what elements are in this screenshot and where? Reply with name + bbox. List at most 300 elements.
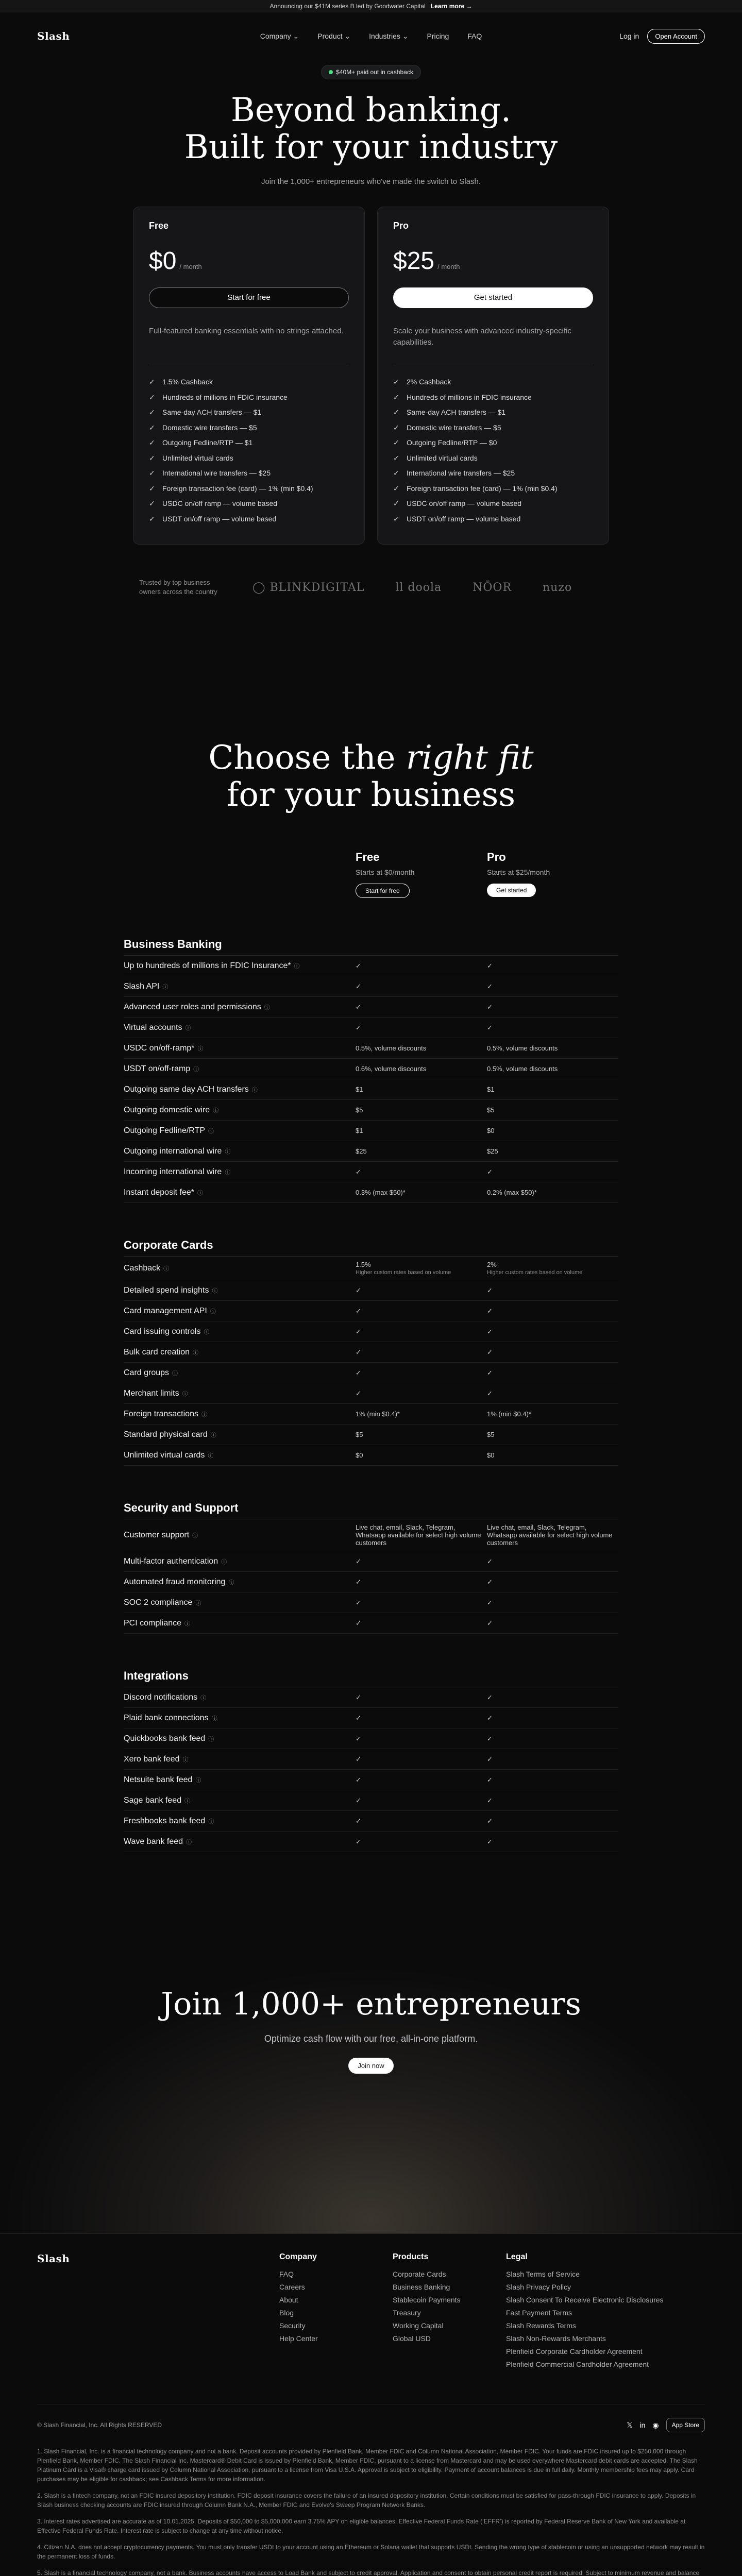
info-icon[interactable]: ⓘ <box>182 1756 189 1763</box>
check-icon: ✓ <box>149 393 155 401</box>
cell-value: ✓ <box>487 1775 493 1784</box>
cell-value: 1.5% <box>356 1261 371 1268</box>
plan-cta-button[interactable]: Start for free <box>149 287 349 308</box>
row-label-text: Discord notifications <box>124 1692 198 1702</box>
cell-value: ✓ <box>487 1796 493 1804</box>
row-label-text: Plaid bank connections <box>124 1713 209 1722</box>
free-value <box>356 1813 487 1829</box>
feature-text: USDC on/off ramp — volume based <box>162 499 278 507</box>
footer-col-products <box>393 2252 506 2371</box>
info-icon[interactable]: ⓘ <box>193 1349 199 1356</box>
row-label-text: Multi-factor authentication <box>124 1556 218 1566</box>
table-row <box>124 1551 618 1572</box>
cell-value: ✓ <box>356 1755 361 1763</box>
free-value <box>356 1164 487 1180</box>
cell-value: $1 <box>356 1086 363 1093</box>
row-label <box>124 1751 356 1768</box>
cell-value: $5 <box>356 1106 363 1114</box>
footer-link[interactable]: Security <box>279 2321 306 2330</box>
free-value <box>356 1303 487 1319</box>
feature-text: 2% Cashback <box>407 378 451 386</box>
free-value <box>356 1282 487 1299</box>
footer-link[interactable]: Blog <box>279 2309 294 2317</box>
free-value <box>356 1365 487 1381</box>
table-row <box>124 1059 618 1079</box>
pro-value <box>487 1772 618 1788</box>
trusted-by <box>0 574 742 600</box>
cell-value: 2% <box>487 1261 497 1268</box>
info-icon[interactable]: ⓘ <box>185 1025 191 1031</box>
cell-value: ✓ <box>487 1327 493 1335</box>
learn-more-link[interactable]: Learn more → <box>430 2 473 10</box>
info-icon[interactable]: ⓘ <box>208 1818 214 1825</box>
slash-logo[interactable]: Slash <box>37 30 70 42</box>
cell-value: ✓ <box>487 1003 493 1011</box>
info-icon[interactable]: ⓘ <box>182 1391 188 1397</box>
row-label <box>124 1101 356 1119</box>
info-icon[interactable]: ⓘ <box>193 1066 199 1073</box>
cell-value: ✓ <box>487 1368 493 1377</box>
app-store-badge[interactable]: App Store <box>666 2418 705 2432</box>
cell-value: $5 <box>487 1431 495 1438</box>
hero-title-line2: Built for your industry <box>184 128 558 166</box>
cell-value: ✓ <box>356 1003 361 1011</box>
row-label-text: Netsuite bank feed <box>124 1775 193 1784</box>
row-label <box>124 1771 356 1789</box>
pro-value <box>487 1406 618 1422</box>
info-icon[interactable]: ⓘ <box>197 1045 204 1052</box>
free-value <box>356 1772 487 1788</box>
x-icon[interactable]: 𝕏 <box>627 2420 633 2429</box>
info-icon[interactable]: ⓘ <box>264 1004 270 1011</box>
info-icon[interactable]: ⓘ <box>225 1169 231 1176</box>
free-value <box>356 999 487 1015</box>
free-value <box>356 1751 487 1768</box>
free-value <box>356 1324 487 1340</box>
table-row <box>124 976 618 997</box>
group-title: Business Banking <box>124 933 618 956</box>
free-value <box>356 1427 487 1443</box>
cell-value: ✓ <box>356 1307 361 1315</box>
info-icon[interactable]: ⓘ <box>210 1308 216 1315</box>
info-icon[interactable]: ⓘ <box>163 1265 170 1272</box>
cell-value: 0.5%, volume discounts <box>487 1044 558 1052</box>
free-value <box>356 1344 487 1361</box>
pro-value <box>487 1257 618 1280</box>
plan-feature <box>393 405 593 420</box>
info-icon[interactable]: ⓘ <box>186 1839 192 1845</box>
footer-link[interactable]: Global USD <box>393 2334 431 2343</box>
pro-value <box>487 999 618 1015</box>
plan-feature <box>393 466 593 481</box>
footer-col-heading: Products <box>393 2252 429 2261</box>
feature-text: USDC on/off ramp — volume based <box>407 499 522 507</box>
info-icon[interactable]: ⓘ <box>251 1087 258 1093</box>
pro-value <box>487 1324 618 1340</box>
row-label <box>124 1527 356 1544</box>
info-icon[interactable]: ⓘ <box>208 1452 214 1459</box>
plan-feature <box>393 496 593 512</box>
row-label-text: Freshbooks bank feed <box>124 1816 206 1825</box>
price-period: / month <box>437 263 460 270</box>
cell-value: ✓ <box>487 1578 493 1586</box>
feature-text: USDT on/off ramp — volume based <box>407 514 521 523</box>
cell-value: ✓ <box>356 1286 361 1294</box>
cell-value: 1% (min $0.4)* <box>356 1410 400 1418</box>
free-value <box>356 1792 487 1809</box>
info-icon[interactable]: ⓘ <box>201 1411 207 1418</box>
row-label-text: Foreign transactions <box>124 1409 198 1418</box>
plan-card-free <box>133 207 365 545</box>
table-row <box>124 1572 618 1592</box>
row-label-text: USDC on/off-ramp* <box>124 1043 195 1053</box>
row-label <box>124 1426 356 1444</box>
table-row <box>124 1280 618 1301</box>
pro-value <box>487 1184 618 1200</box>
table-row <box>124 1301 618 1321</box>
price-value: $25 <box>393 247 435 275</box>
row-label <box>124 1553 356 1570</box>
nav-product[interactable]: Product ⌄ <box>317 31 351 40</box>
info-icon[interactable]: ⓘ <box>184 1798 191 1804</box>
footer-link[interactable]: Treasury <box>393 2309 421 2317</box>
info-icon[interactable]: ⓘ <box>213 1107 219 1114</box>
compare-title-a: Choose the <box>208 739 406 777</box>
cell-value: ✓ <box>356 1693 361 1701</box>
pro-value <box>487 1020 618 1036</box>
footer-link[interactable]: Stablecoin Payments <box>393 2296 461 2304</box>
table-row <box>124 1728 618 1749</box>
check-icon: ✓ <box>393 469 399 477</box>
plan-feature <box>149 496 349 512</box>
footer-link[interactable]: Plenfield Commercial Cardholder Agreement <box>506 2360 649 2368</box>
free-value <box>356 978 487 995</box>
footer-link[interactable]: Careers <box>279 2283 305 2291</box>
footer-link[interactable]: Slash Rewards Terms <box>506 2321 576 2330</box>
free-value <box>356 1040 487 1056</box>
cell-value: $0 <box>487 1127 495 1134</box>
table-row <box>124 1162 618 1182</box>
feature-text: 1.5% Cashback <box>162 378 213 386</box>
check-icon: ✓ <box>393 408 399 416</box>
cell-value: ✓ <box>487 982 493 990</box>
disclaimer-paragraph: 3. Interest rates advertised are accurate as of 10.01.2025. Deposits of $50,000 to $5,000,000 earn 3.75% APY on eligible balances. Effective Federal Funds Rate (‘EFFR’) is reported by Federal Reserve Bank of New York and available at Effective Federal Funds Rate. Interest rate is subject to change at any time without notice. <box>37 2518 686 2534</box>
logo-nuzo: nuzo <box>543 581 572 594</box>
row-label <box>124 1709 356 1727</box>
table-row <box>124 1182 618 1203</box>
free-value <box>356 1061 487 1077</box>
cell-value: $1 <box>356 1127 363 1134</box>
check-icon: ✓ <box>393 514 399 523</box>
row-label-text: Virtual accounts <box>124 1023 182 1032</box>
free-value <box>356 1385 487 1402</box>
footer-link[interactable]: Slash Non-Rewards Merchants <box>506 2334 606 2343</box>
check-icon: ✓ <box>149 484 155 493</box>
pro-value <box>487 1834 618 1850</box>
check-icon: ✓ <box>393 438 399 447</box>
plan-name: Pro <box>393 221 409 231</box>
cell-value: ✓ <box>356 1023 361 1031</box>
cell-value: ✓ <box>487 1817 493 1825</box>
info-icon[interactable]: ⓘ <box>197 1190 203 1196</box>
pro-value <box>487 978 618 995</box>
table-row <box>124 1790 618 1811</box>
row-label-text: SOC 2 compliance <box>124 1598 193 1607</box>
green-dot-icon <box>329 70 333 74</box>
open-account-button[interactable]: Open Account <box>647 29 705 44</box>
cell-value: ✓ <box>356 1775 361 1784</box>
plan-feature <box>149 375 349 390</box>
table-row <box>124 1018 618 1038</box>
table-row <box>124 1404 618 1425</box>
pro-value <box>487 958 618 974</box>
instagram-icon[interactable]: ◉ <box>652 2420 659 2429</box>
footer-logo[interactable]: Slash <box>37 2252 70 2265</box>
table-row <box>124 1383 618 1404</box>
row-label <box>124 1060 356 1078</box>
feature-group <box>124 1665 618 1852</box>
plan-feature <box>149 481 349 497</box>
row-label-text: Merchant limits <box>124 1388 179 1398</box>
plan-feature <box>149 405 349 420</box>
row-label <box>124 1364 356 1382</box>
free-value <box>356 1143 487 1159</box>
info-icon[interactable]: ⓘ <box>208 1736 214 1742</box>
pro-value <box>487 1303 618 1319</box>
footer-col-heading: Legal <box>506 2252 528 2261</box>
footer-link[interactable]: Fast Payment Terms <box>506 2309 572 2317</box>
footer-link[interactable]: Slash Consent To Receive Electronic Disclosures <box>506 2296 664 2304</box>
row-label <box>124 957 356 975</box>
footer-link[interactable]: About <box>279 2296 298 2304</box>
table-row <box>124 1321 618 1342</box>
plan-description: Full-featured banking essentials with no strings attached. <box>149 327 344 335</box>
cell-value: ✓ <box>356 982 361 990</box>
footer-link[interactable]: Slash Terms of Service <box>506 2270 580 2278</box>
info-icon[interactable]: ⓘ <box>162 984 168 990</box>
info-icon[interactable]: ⓘ <box>211 1715 217 1722</box>
info-icon[interactable]: ⓘ <box>208 1128 214 1134</box>
check-icon: ✓ <box>149 423 155 432</box>
cell-value: ✓ <box>487 1167 493 1176</box>
row-label <box>124 1282 356 1299</box>
get-started-button[interactable]: Get started <box>487 884 536 897</box>
pro-value <box>487 1447 618 1463</box>
free-value <box>356 1406 487 1422</box>
nav-industries[interactable]: Industries ⌄ <box>369 31 409 40</box>
disclaimer-paragraph: 5. Slash is a financial technology company, not a bank. Business accounts have access to Load Bank and subject to credit approval. Application and consent to obtain personal credit report is required. Subject to minimum revenue and balance <box>37 2569 700 2576</box>
plan-feature <box>149 390 349 405</box>
row-label-text: Outgoing domestic wire <box>124 1105 210 1114</box>
plan-cta-button[interactable]: Get started <box>393 287 593 308</box>
footer-link[interactable]: Working Capital <box>393 2321 444 2330</box>
hero <box>0 60 742 186</box>
info-icon[interactable]: ⓘ <box>225 1148 231 1155</box>
announcement-banner[interactable] <box>0 0 742 12</box>
info-icon[interactable]: ⓘ <box>204 1329 210 1335</box>
feature-text: Foreign transaction fee (card) — 1% (min $0.4) <box>407 484 558 493</box>
row-label <box>124 1833 356 1851</box>
comparison-header <box>124 851 618 933</box>
row-label-text: Card issuing controls <box>124 1327 201 1336</box>
row-label <box>124 1689 356 1706</box>
pro-column-head <box>487 851 618 933</box>
login-link[interactable]: Log in <box>619 32 639 40</box>
pro-value <box>487 1689 618 1706</box>
info-icon[interactable]: ⓘ <box>210 1432 216 1438</box>
info-icon[interactable]: ⓘ <box>221 1558 227 1565</box>
footer-link[interactable]: Plenfield Corporate Cardholder Agreement <box>506 2347 643 2355</box>
pro-value <box>487 1553 618 1570</box>
info-icon[interactable]: ⓘ <box>172 1370 178 1377</box>
cell-value: ✓ <box>487 1307 493 1315</box>
footer-link[interactable]: Corporate Cards <box>393 2270 446 2278</box>
pro-sub: Starts at $25/month <box>487 868 550 876</box>
table-row <box>124 1425 618 1445</box>
check-icon: ✓ <box>149 514 155 523</box>
check-icon: ✓ <box>393 378 399 386</box>
linkedin-icon[interactable]: in <box>639 2421 646 2429</box>
feature-text: International wire transfers — $25 <box>407 469 515 477</box>
table-row <box>124 1257 618 1280</box>
free-value <box>356 1081 487 1097</box>
footer-col-company <box>279 2252 393 2371</box>
cell-note: Higher custom rates based on volume <box>356 1269 451 1276</box>
plan-feature <box>149 435 349 451</box>
cell-note: Higher custom rates based on volume <box>487 1269 583 1276</box>
table-row <box>124 1770 618 1790</box>
nav-pricing[interactable]: Pricing <box>427 31 449 40</box>
plan-feature <box>393 435 593 451</box>
free-value <box>356 1123 487 1139</box>
footer-link[interactable]: Slash Privacy Policy <box>506 2283 571 2291</box>
row-label-text: Customer support <box>124 1530 190 1539</box>
info-icon[interactable]: ⓘ <box>195 1777 201 1784</box>
cell-value: $1 <box>487 1086 495 1093</box>
pro-value <box>487 1365 618 1381</box>
table-row <box>124 1141 618 1162</box>
table-row <box>124 1749 618 1770</box>
group-title: Corporate Cards <box>124 1234 618 1257</box>
table-row <box>124 1832 618 1852</box>
feature-text: Unlimited virtual cards <box>162 453 233 462</box>
row-label-text: Bulk card creation <box>124 1347 190 1357</box>
pro-value <box>487 1710 618 1726</box>
disclaimers <box>37 2447 705 2576</box>
cell-value: 0.2% (max $50)* <box>487 1189 537 1196</box>
join-now-button[interactable]: Join now <box>348 2058 393 2074</box>
cashback-pill <box>321 65 421 79</box>
cell-value: ✓ <box>487 1755 493 1763</box>
info-icon[interactable]: ⓘ <box>294 963 300 970</box>
footer-col-legal <box>506 2252 671 2371</box>
cell-value: Live chat, email, Slack, Telegram, Whatsapp available for select high volume customers <box>356 1523 481 1547</box>
feature-text: International wire transfers — $25 <box>162 469 271 477</box>
top-nav <box>0 12 742 60</box>
plan-feature <box>149 451 349 466</box>
plan-price <box>149 247 349 275</box>
cell-value: ✓ <box>356 1837 361 1845</box>
info-icon[interactable]: ⓘ <box>200 1694 207 1701</box>
free-value <box>356 1689 487 1706</box>
feature-text: Unlimited virtual cards <box>407 453 478 462</box>
feature-text: Outgoing Fedline/RTP — $0 <box>407 438 497 447</box>
copyright: © Slash Financial, Inc. All Rights RESERVED <box>37 2421 162 2429</box>
info-icon[interactable]: ⓘ <box>195 1600 201 1606</box>
table-row <box>124 1592 618 1613</box>
price-period: / month <box>179 263 202 270</box>
pro-value <box>487 1385 618 1402</box>
pro-value <box>487 1040 618 1056</box>
footer-link[interactable]: Business Banking <box>393 2283 450 2291</box>
cell-value: 0.6%, volume discounts <box>356 1065 427 1073</box>
free-value <box>356 1710 487 1726</box>
row-label <box>124 1405 356 1423</box>
nav-company[interactable]: Company ⌄ <box>260 31 299 40</box>
pro-value <box>487 1061 618 1077</box>
cell-value: ✓ <box>487 1023 493 1031</box>
table-row <box>124 1079 618 1100</box>
footer-link[interactable]: Help Center <box>279 2334 318 2343</box>
cell-value: ✓ <box>356 1389 361 1397</box>
free-value <box>356 1615 487 1632</box>
row-label <box>124 1019 356 1037</box>
start-free-button[interactable]: Start for free <box>356 884 410 898</box>
cell-value: ✓ <box>487 1693 493 1701</box>
pro-value <box>487 1519 618 1551</box>
cell-value: ✓ <box>356 1348 361 1356</box>
footer-link[interactable]: FAQ <box>279 2270 294 2278</box>
hero-title <box>0 92 742 166</box>
feature-text: Same-day ACH transfers — $1 <box>407 408 506 416</box>
plan-feature <box>393 481 593 497</box>
cell-value: ✓ <box>487 1348 493 1356</box>
free-name: Free <box>356 851 380 863</box>
feature-text: Outgoing Fedline/RTP — $1 <box>162 438 253 447</box>
info-icon[interactable]: ⓘ <box>212 1287 218 1294</box>
check-icon: ✓ <box>393 423 399 432</box>
free-value <box>356 1834 487 1850</box>
cta-subtitle: Optimize cash flow with our free, all-in-one platform. <box>264 2033 478 2044</box>
row-label <box>124 1573 356 1591</box>
free-value <box>356 1595 487 1611</box>
table-row <box>124 1687 618 1708</box>
row-label <box>124 1163 356 1181</box>
free-value <box>356 1574 487 1590</box>
cta-title: Join 1,000+ entrepreneurs <box>161 1986 581 2022</box>
cell-value: $5 <box>487 1106 495 1114</box>
nav-faq[interactable]: FAQ <box>467 31 482 40</box>
row-label <box>124 1344 356 1361</box>
info-icon[interactable]: ⓘ <box>184 1620 191 1627</box>
cell-value: ✓ <box>487 1619 493 1627</box>
plan-card-pro <box>377 207 609 545</box>
row-label <box>124 1812 356 1830</box>
check-icon: ✓ <box>149 499 155 507</box>
info-icon[interactable]: ⓘ <box>228 1579 234 1586</box>
table-row <box>124 1811 618 1832</box>
plan-feature <box>393 420 593 436</box>
plan-feature <box>393 390 593 405</box>
row-label <box>124 1323 356 1341</box>
info-icon[interactable]: ⓘ <box>192 1532 198 1539</box>
table-row <box>124 997 618 1018</box>
row-label-text: Incoming international wire <box>124 1167 222 1176</box>
feature-text: Foreign transaction fee (card) — 1% (min $0.4) <box>162 484 313 493</box>
plan-feature <box>149 420 349 436</box>
cell-value: $0 <box>356 1451 363 1459</box>
table-row <box>124 1519 618 1551</box>
